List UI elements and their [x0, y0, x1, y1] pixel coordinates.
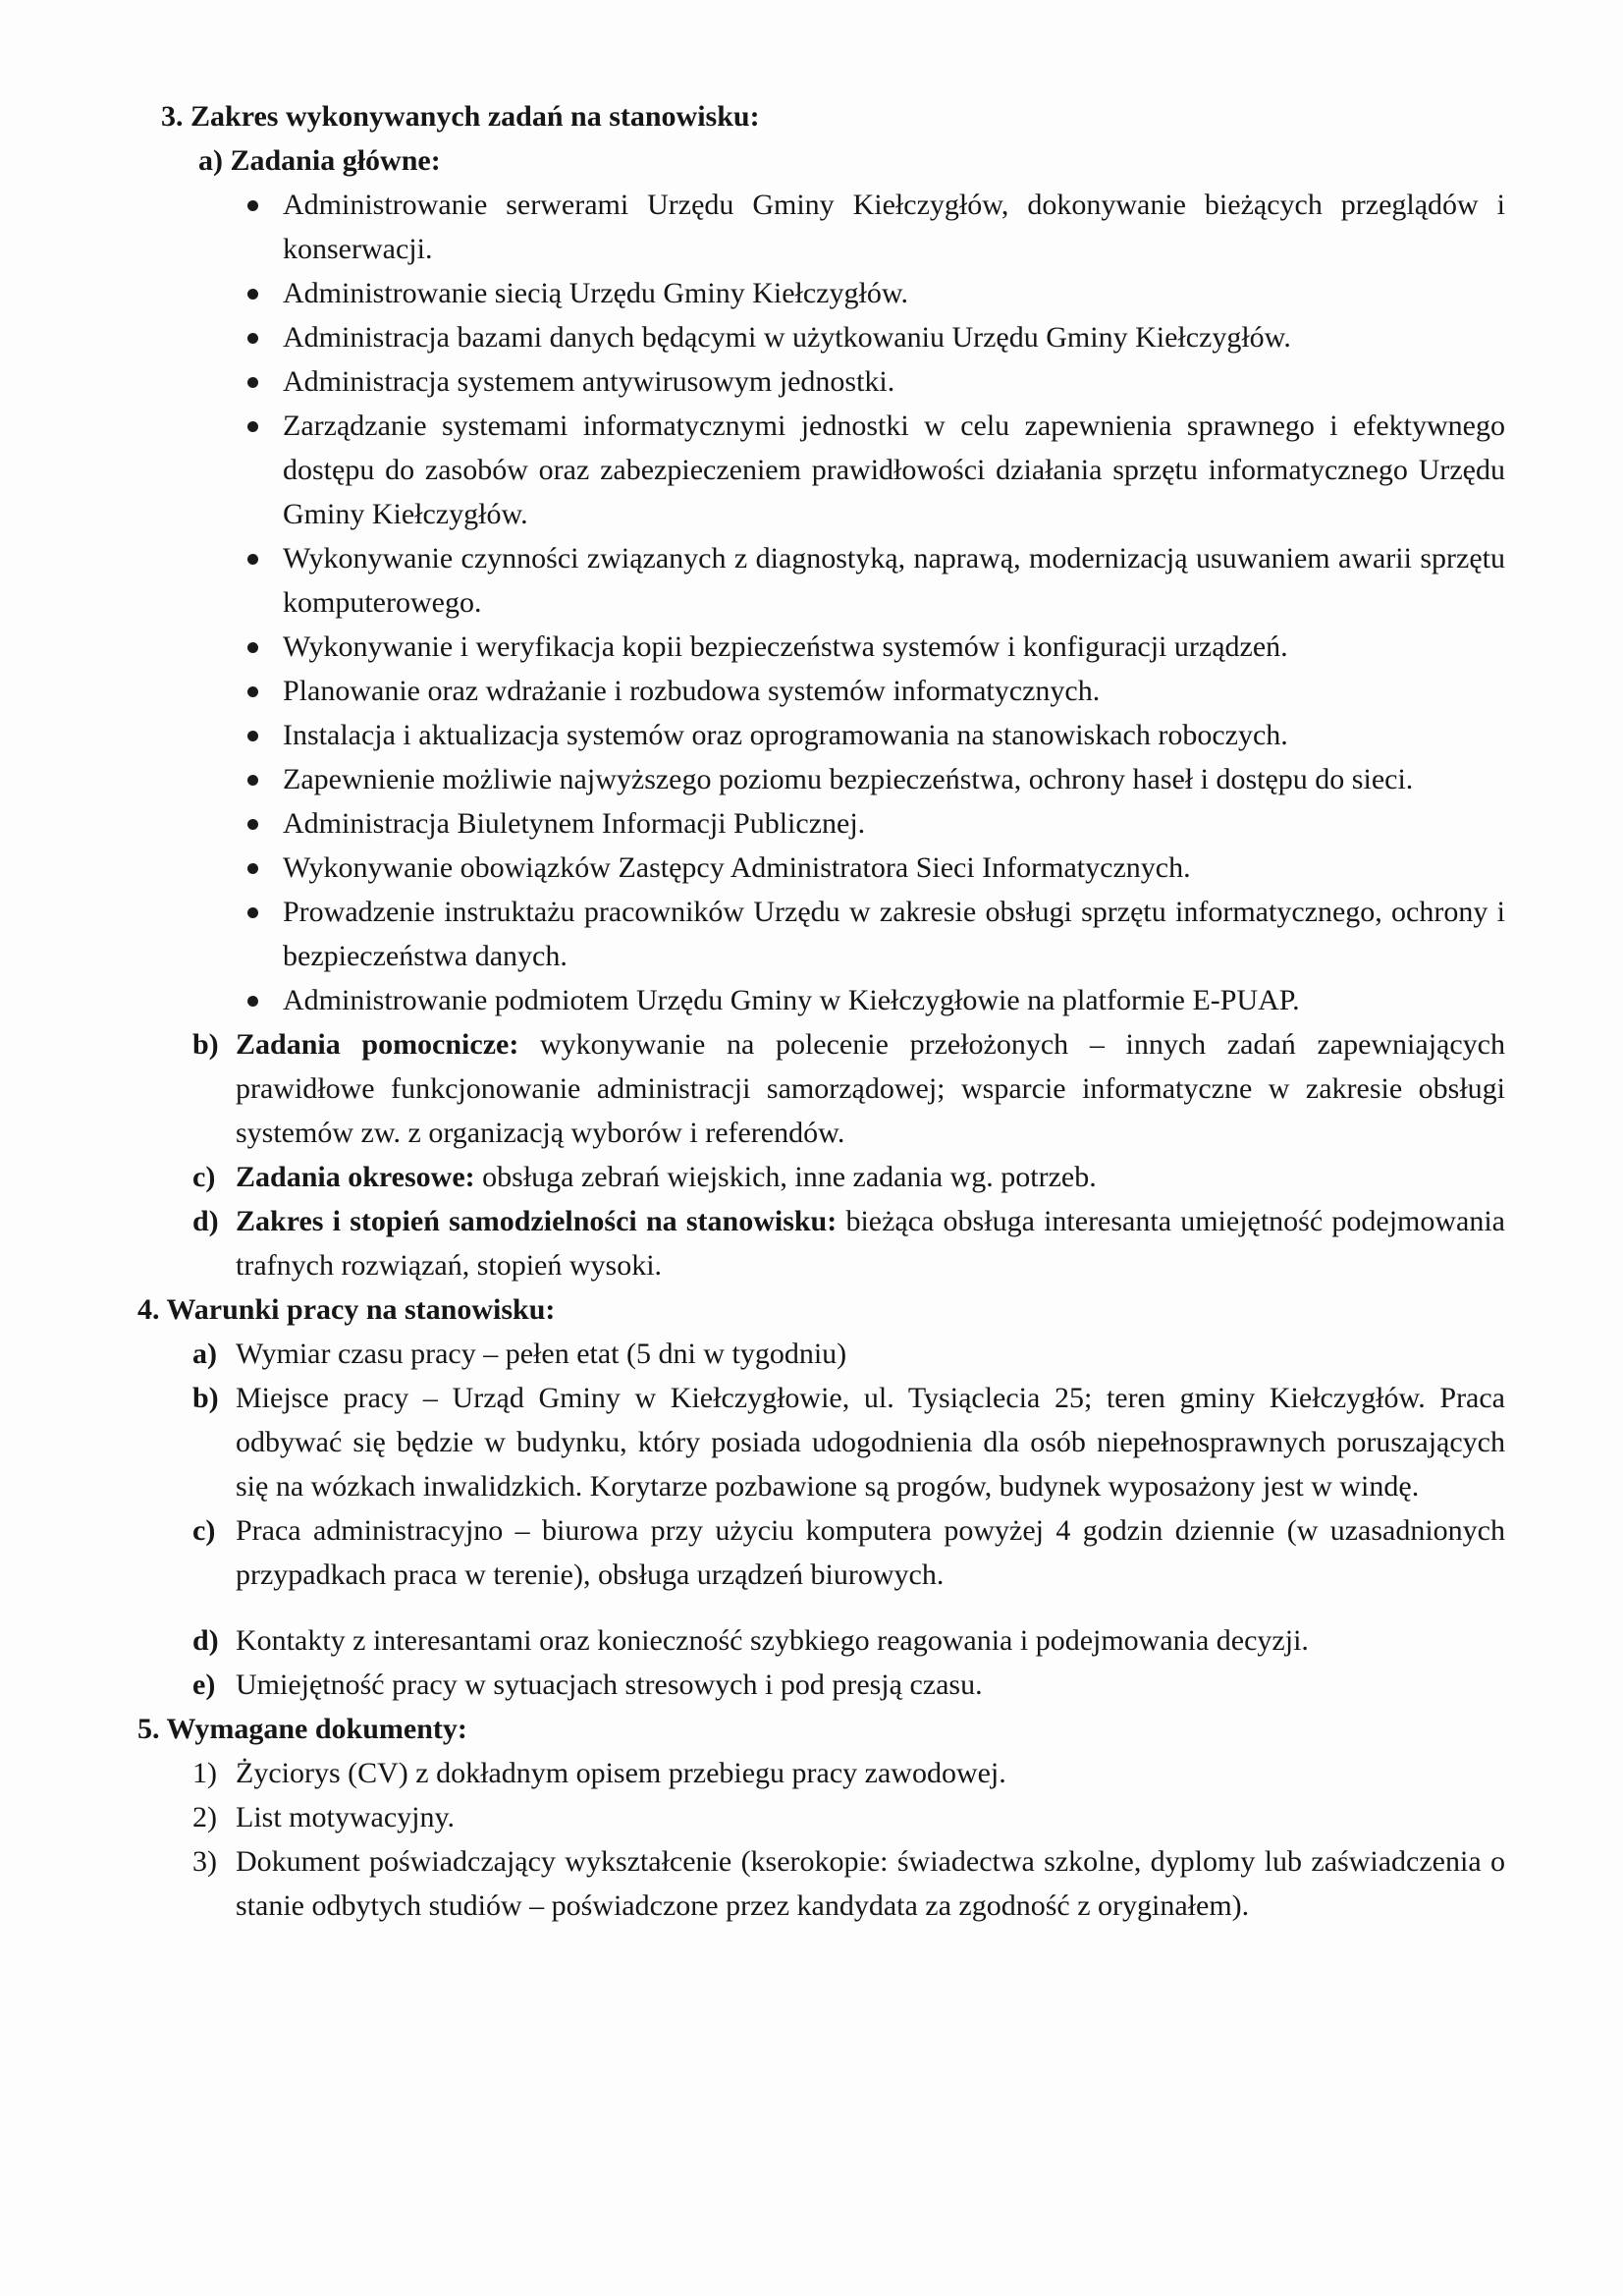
- list-item: Instalacja i aktualizacja systemów oraz oprogramowania na stanowiskach roboczych.: [283, 713, 1505, 757]
- list-item: Prowadzenie instruktażu pracowników Urzędu w zakresie obsługi sprzętu informatycznego, ochrony i bezpieczeństwa danych.: [283, 890, 1505, 978]
- list-marker: 1): [192, 1757, 217, 1789]
- list-item: Administrowanie siecią Urzędu Gminy Kiełczygłów.: [283, 271, 1505, 315]
- work-conditions-list-continued: [137, 1618, 1505, 1707]
- list-item: Zarządzanie systemami informatycznymi jednostki w celu zapewnienia sprawnego i efektywnego dostępu do zasobów oraz zabezpieczeniem prawidłowości działania sprzętu informatycznego Urzędu Gminy Kiełczygłów.: [283, 404, 1505, 536]
- section-3-title: 3. Zakres wykonywanych zadań na stanowisku:: [161, 100, 760, 133]
- section-3-subsections: [137, 1022, 1505, 1287]
- main-tasks-title: a) Zadania główne:: [198, 144, 441, 177]
- list-item: Administrowanie podmiotem Urzędu Gminy w Kiełczygłowie na platformie E-PUAP.: [283, 978, 1505, 1022]
- list-item: [137, 1618, 1505, 1663]
- auxiliary-tasks: [137, 1022, 1505, 1155]
- list-marker: 2): [192, 1801, 217, 1833]
- list-marker: b): [192, 1382, 219, 1414]
- list-item: [137, 1663, 1505, 1707]
- list-item: Administracja systemem antywirusowym jednostki.: [283, 359, 1505, 404]
- list-item: [137, 1508, 1505, 1597]
- auxiliary-tasks-label: Zadania pomocnicze:: [236, 1028, 519, 1061]
- list-item: Administrowanie serwerami Urzędu Gminy Kiełczygłów, dokonywanie bieżących przeglądów i konserwacji.: [283, 183, 1505, 271]
- list-marker: b): [192, 1028, 219, 1061]
- independence-scope-label: Zakres i stopień samodzielności na stanowisku:: [236, 1205, 838, 1237]
- auxiliary-tasks-text: wykonywanie na polecenie przełożonych – innych zadań zapewniających prawidłowe funkcjonowanie administracji samorządowej; wsparcie informatyczne w zakresie obsługi systemów zw. z organizacją wyborów i referendów.: [236, 1028, 1505, 1149]
- list-item-text: Wymiar czasu pracy – pełen etat (5 dni w tygodniu): [236, 1338, 847, 1370]
- periodic-tasks-text: obsługa zebrań wiejskich, inne zadania wg. potrzeb.: [474, 1161, 1097, 1193]
- list-marker: d): [192, 1205, 219, 1237]
- list-marker: a): [192, 1338, 217, 1370]
- section-5-title: 5. Wymagane dokumenty:: [137, 1713, 467, 1745]
- list-item-text: Życiorys (CV) z dokładnym opisem przebiegu pracy zawodowej.: [236, 1757, 1006, 1789]
- independence-scope-text: bieżąca obsługa interesanta umiejętność podejmowania trafnych rozwiązań, stopień wysoki.: [236, 1205, 1505, 1282]
- list-marker: c): [192, 1514, 216, 1547]
- work-conditions-list: [137, 1332, 1505, 1597]
- section-4-title: 4. Warunki pracy na stanowisku:: [137, 1293, 556, 1326]
- list-item-text: Umiejętność pracy w sytuacjach stresowych i pod presją czasu.: [236, 1668, 983, 1701]
- list-marker: 3): [192, 1845, 217, 1878]
- list-item-text: Kontakty z interesantami oraz konieczność szybkiego reagowania i podejmowania decyzji.: [236, 1624, 1309, 1657]
- list-item: [137, 1332, 1505, 1376]
- periodic-tasks-label: Zadania okresowe:: [236, 1161, 475, 1193]
- list-item-text: Miejsce pracy – Urząd Gminy w Kiełczygłowie, ul. Tysiąclecia 25; teren gminy Kiełczygłów. Praca odbywać się będzie w budynku, który posiada udogodnienia dla osób niepełnosprawnych poruszających się na wózkach inwalidzkich. Korytarze pozbawione są progów, budynek wyposażony jest w windę.: [236, 1382, 1505, 1503]
- list-item-text: Praca administracyjno – biurowa przy użyciu komputera powyżej 4 godzin dziennie (w uzasadnionych przypadkach praca w terenie), obsługa urządzeń biurowych.: [236, 1514, 1505, 1591]
- spacer: [137, 1597, 1505, 1618]
- list-item: [137, 1839, 1505, 1928]
- list-item-text: List motywacyjny.: [236, 1801, 456, 1833]
- required-documents-list: [137, 1751, 1505, 1928]
- list-item: [137, 1795, 1505, 1839]
- list-item: Administracja Biuletynem Informacji Publicznej.: [283, 801, 1505, 846]
- list-marker: e): [192, 1668, 216, 1701]
- list-item: [137, 1376, 1505, 1508]
- independence-scope: [137, 1199, 1505, 1287]
- list-item: Wykonywanie obowiązków Zastępcy Administratora Sieci Informatycznych.: [283, 846, 1505, 890]
- list-marker: d): [192, 1624, 219, 1657]
- list-item: Wykonywanie i weryfikacja kopii bezpieczeństwa systemów i konfiguracji urządzeń.: [283, 625, 1505, 669]
- list-item-text: Dokument poświadczający wykształcenie (kserokopie: świadectwa szkolne, dyplomy lub zaświadczenia o stanie odbytych studiów – poświadczone przez kandydata za zgodność z oryginałem).: [236, 1845, 1505, 1922]
- list-item: Administracja bazami danych będącymi w użytkowaniu Urzędu Gminy Kiełczygłów.: [283, 315, 1505, 359]
- list-item: Zapewnienie możliwie najwyższego poziomu bezpieczeństwa, ochrony haseł i dostępu do sieci.: [283, 757, 1505, 801]
- list-item: [137, 1751, 1505, 1795]
- list-marker: c): [192, 1161, 216, 1193]
- list-item: Wykonywanie czynności związanych z diagnostyką, naprawą, modernizacją usuwaniem awarii sprzętu komputerowego.: [283, 536, 1505, 625]
- list-item: Planowanie oraz wdrażanie i rozbudowa systemów informatycznych.: [283, 669, 1505, 713]
- main-tasks-list: [137, 183, 1505, 1022]
- periodic-tasks: [137, 1155, 1505, 1199]
